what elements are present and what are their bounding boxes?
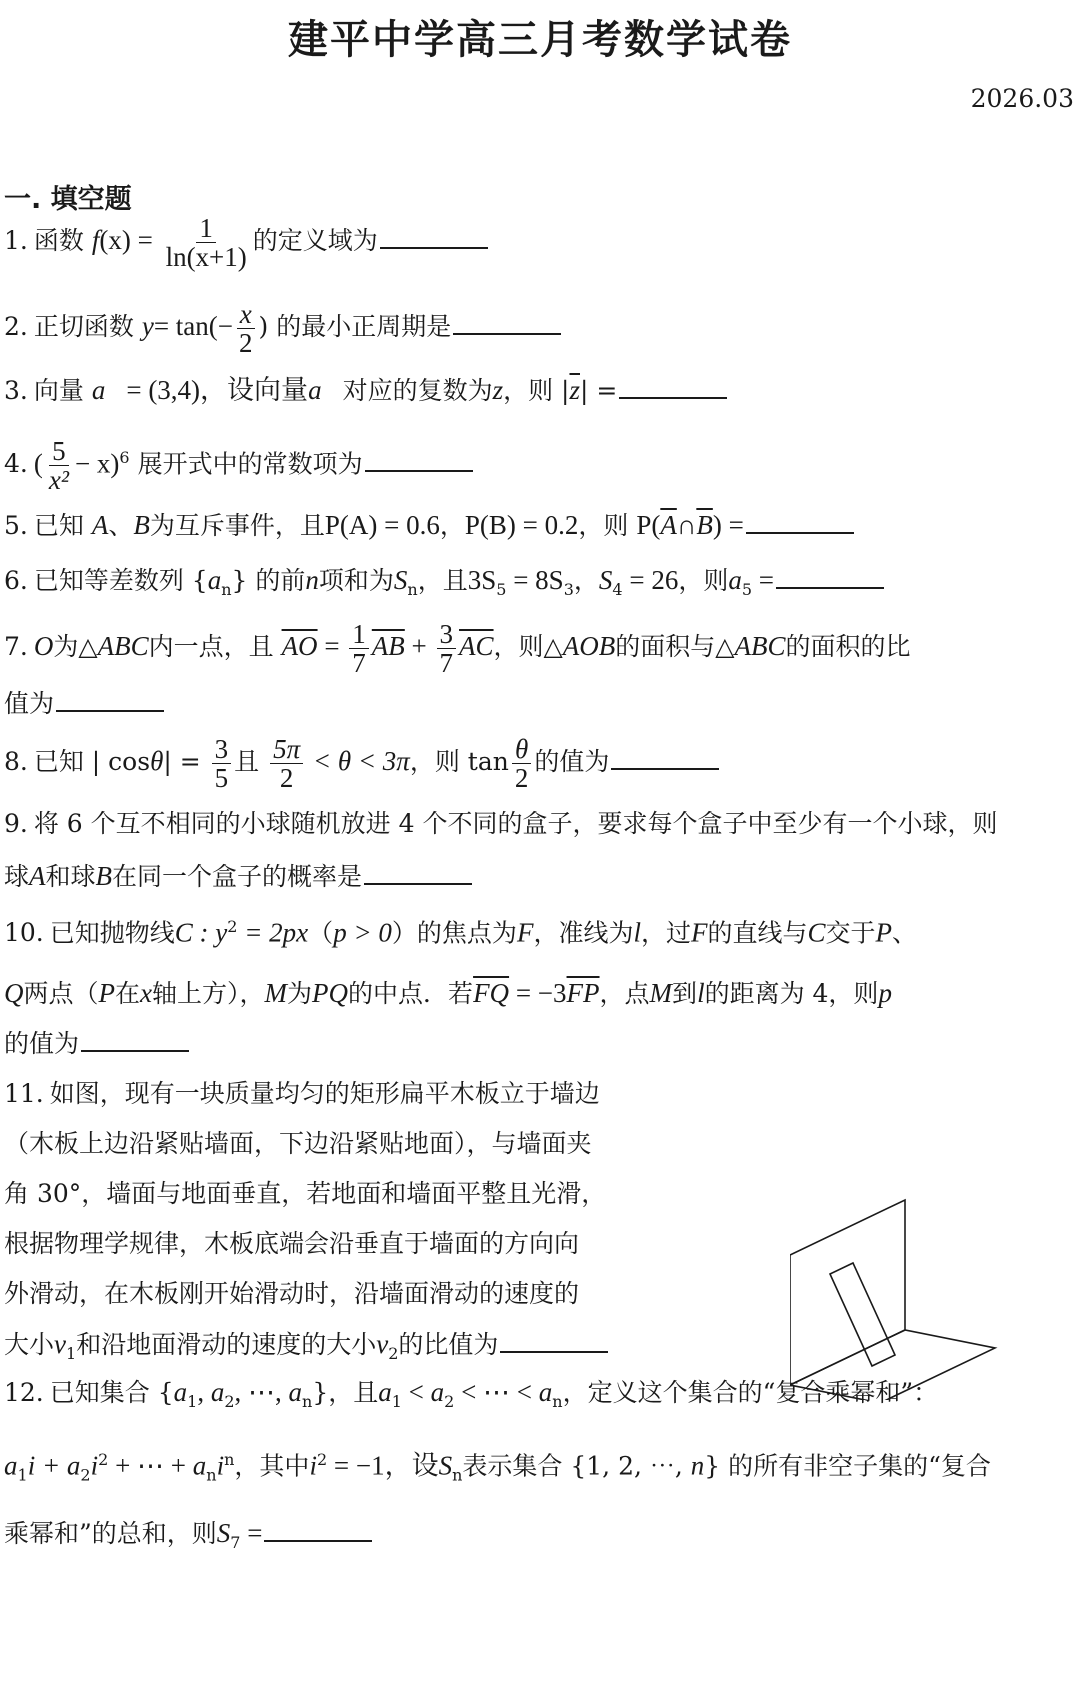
question-3: 3. 向量 a⃗= (3,4)，设向量a⃗对应的复数为z，则 $|\overline{z}|$ = xyxy=(4,368,1072,413)
answer-blank[interactable] xyxy=(619,371,727,399)
exam-date: 2026.03 xyxy=(970,84,1074,113)
answer-blank[interactable] xyxy=(365,444,473,472)
answer-blank[interactable] xyxy=(611,742,719,770)
answer-blank[interactable] xyxy=(776,561,884,589)
answer-blank[interactable] xyxy=(380,221,488,249)
question-7: 7. O为△ABC内一点，且 $\overline{AO}$ = $\frac{1}{7}$ $\overline{AB}$ + $\frac{3}{7}$ $\overline{AC}$，则△AOB的面积与△ABC的面积的比 值为 xyxy=(4,618,911,718)
question-12: 12. 已知集合 {$a_1$, $a_2$, ⋯, $a_n$}，且$a_1 < a_2$ < ⋯ < $a_n$，定义这个集合的“复合乘幂和”： $a_1i + a_2i^2$ + ⋯ + $a_ni^n$，其中$i^2 = -1$，设$S_n$表示集合 {1, 2, ⋯, n} 的所有非空子集的“复合 乘幂和”的总和，则$S_7$ = xyxy=(4,1377,991,1553)
question-9: 9. 将 6 个互不相同的小球随机放进 4 个不同的盒子，要求每个盒子中至少有一个小球，则 球A和球B在同一个盒子的概率是 xyxy=(4,809,998,891)
question-4: 4. ( $\frac{5}{\text{x²}}$ − x)$^6$ 展开式中的常数项为 xyxy=(4,423,1072,499)
answer-blank[interactable] xyxy=(56,684,164,712)
exam-title: 建平中学高三月考数学试卷 xyxy=(288,17,792,63)
answer-blank[interactable] xyxy=(364,857,472,885)
fraction: $\frac{5}{\text{x²}}$ xyxy=(48,435,69,496)
question-2: 2. 正切函数 y= tan(− $\frac{x}{2}$ ) 的最小正周期是 xyxy=(4,291,1072,362)
question-11: 11. 如图，现有一块质量均匀的矩形扁平木板立于墙边 （木板上边沿紧贴墙面，下边沿紧贴地面），与墙面夹 角 30°，墙面与地面垂直，若地面和墙面平整且光滑， 根据物理学规律，木板底端会沿垂直于墙面的方向向 外滑动，在木板刚开始滑动时，沿墙面滑动的速度的 大小$v_1$和沿地面滑动的速度的大小$v_2$的比值为 xyxy=(4,1069,644,1379)
wall-board-figure xyxy=(790,1180,1000,1400)
answer-blank[interactable] xyxy=(500,1325,608,1353)
answer-blank[interactable] xyxy=(81,1024,189,1052)
question-1: 1. 函数 f(x) = $\frac{1}{\ln(x+1)}$ 的定义域为 xyxy=(4,205,1072,276)
answer-blank[interactable] xyxy=(746,506,854,534)
answer-blank[interactable] xyxy=(453,307,561,335)
answer-blank[interactable] xyxy=(264,1514,372,1542)
question-5: 5. 已知 A、B为互斥事件，且P(A) = 0.6，P(B) = 0.2，则 $P(\overline{A}\cap\overline{B})$ = xyxy=(4,503,1072,548)
question-6: 6. 已知等差数列 $\{a_n\}$ 的前n项和为$S_n$，且$3S_5 = 8S_3$，$S_4 = 26$，则$a_5$ = xyxy=(4,558,1072,612)
fraction: $\frac{1}{\ln(x+1)}$ xyxy=(165,212,247,272)
fraction: $\frac{x}{2}$ xyxy=(236,300,256,358)
question-8: 8. 已知 | cosθ| = $\frac{3}{5}$ 且 $\frac{5\pi}{2}$ < θ < 3π，则 tan $\frac{\theta}{2}$ 的值为 xyxy=(4,726,1072,797)
fraction: $\frac{3}{7}$ xyxy=(437,620,457,678)
question-10: 10. 已知抛物线C : $y^2 = 2px(p > 0)$的焦点为F，准线为l，过F的直线与C交于P、 Q两点（P在x轴上方），M为PQ的中点．若$\overline{FQ} = -3\overline{FP}$，点M到l的距离为 4，则p 的值为 xyxy=(4,917,918,1059)
fraction: $\frac{\theta}{2}$ xyxy=(512,735,532,793)
fraction: $\frac{5\pi}{2}$ xyxy=(270,735,303,793)
section-heading: 一. 填空题 xyxy=(4,184,132,215)
fraction: $\frac{1}{7}$ xyxy=(349,620,369,678)
fraction: $\frac{3}{5}$ xyxy=(212,735,232,793)
